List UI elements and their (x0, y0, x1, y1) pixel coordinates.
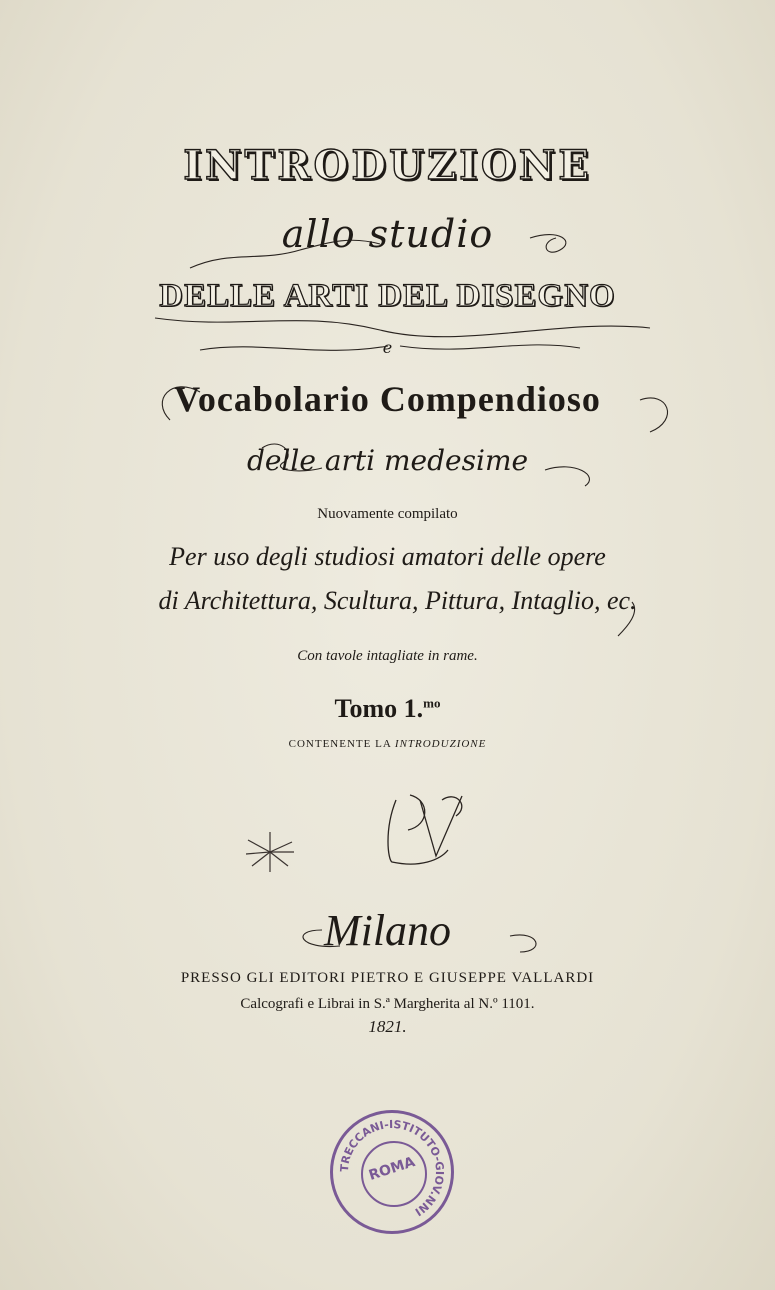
contents-note (0, 738, 775, 750)
plates-note: Con tavole intagliate in rame. (297, 648, 478, 664)
volume-label (0, 694, 775, 724)
subject-title: DELLE ARTI DEL DISEGNO (159, 278, 616, 314)
stamp-center-text: ROMA (366, 1154, 418, 1184)
volume-suffix: mo (423, 695, 441, 711)
publisher: PRESSO GLI EDITORI PIETRO E GIUSEPPE VALLARDI (180, 970, 595, 986)
stamp-ring-text: TRECCANI-ISTITUTO-GIOV.NNI (337, 1117, 447, 1219)
purpose-line-2: di Architettura, Scultura, Pittura, Intaglio, ec. (158, 586, 637, 615)
compiled-note: Nuovamente compilato (317, 506, 458, 522)
ink-blot-icon (246, 832, 294, 872)
purpose-line-1: Per uso degli studiosi amatori delle opere (169, 542, 606, 571)
library-stamp (330, 1110, 454, 1234)
monogram-mark (388, 795, 462, 864)
volume-number: Tomo 1. (334, 694, 424, 723)
address: Calcografi e Librai in S.ª Margherita al N.º 1101. (240, 996, 535, 1012)
contents-prefix: CONTENENTE LA (288, 738, 392, 750)
main-title: INTRODUZIONE (183, 142, 592, 189)
city: Milano (323, 906, 452, 955)
second-subtitle: delle arti medesime (246, 444, 529, 477)
subtitle-script: allo studio (281, 212, 494, 256)
second-title: Vocabolario Compendioso (174, 379, 601, 419)
conjunction: e (382, 338, 393, 357)
contents-item: INTRODUZIONE (394, 738, 487, 750)
year: 1821. (368, 1017, 407, 1036)
